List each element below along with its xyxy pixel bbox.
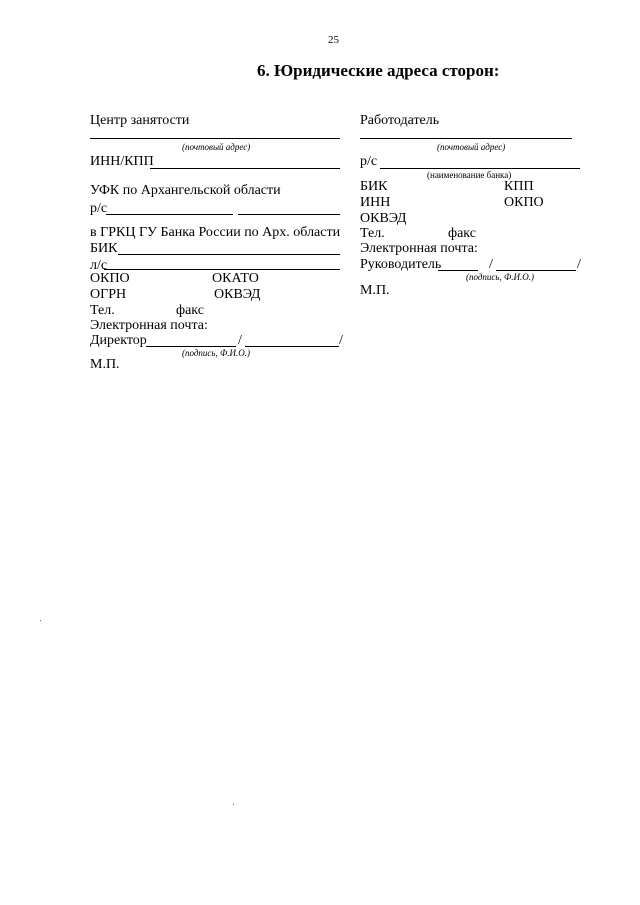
right-bank-caption: (наименование банка) [427,170,512,180]
right-bik-label: БИК [360,179,388,194]
left-director-slash-end: / [339,333,343,348]
left-ufk-label: УФК по Архангельской области [90,183,281,198]
left-inn-kpp-line [150,168,340,169]
left-inn-kpp-label: ИНН/КПП [90,154,154,169]
scan-speck [40,620,41,621]
left-bik-label: БИК [90,241,118,256]
left-director-slash: / [238,333,242,348]
left-rs-line-1 [106,214,233,215]
right-mp-label: М.П. [360,283,390,298]
left-ls-line [104,269,340,270]
right-head-slash: / [489,257,493,272]
right-head-sign-line [438,270,478,271]
section-title: 6. Юридические адреса сторон: [257,61,500,80]
right-rs-line [380,168,580,169]
left-sign-caption: (подпись, Ф.И.О.) [182,348,251,358]
right-head-label: Руководитель [360,257,442,272]
left-okved-label: ОКВЭД [214,287,261,302]
left-heading: Центр занятости [90,113,190,128]
right-kpp-label: КПП [504,179,534,194]
left-okato-label: ОКАТО [212,271,259,286]
right-inn-label: ИНН [360,195,391,210]
right-head-name-line [496,270,576,271]
left-director-name-line [245,346,339,347]
right-rs-label: р/с [360,154,378,169]
right-postal-address-line [360,138,572,139]
left-tel-label: Тел. [90,303,115,318]
left-fax-label: факс [176,303,204,318]
left-bik-line [118,254,340,255]
left-email-label: Электронная почта: [90,318,208,333]
left-postal-caption: (почтовый адрес) [182,142,251,152]
right-okved-label: ОКВЭД [360,211,407,226]
right-okpo-label: ОКПО [504,195,544,210]
left-rs-label: р/с [90,201,108,216]
scan-speck [233,804,234,805]
left-ogrn-label: ОГРН [90,287,127,302]
left-okpo-label: ОКПО [90,271,130,286]
left-ls-label: л/с [90,258,108,273]
right-fax-label: факс [448,226,476,241]
left-mp-label: М.П. [90,357,120,372]
left-grkc-label: в ГРКЦ ГУ Банка России по Арх. области [90,225,341,240]
right-tel-label: Тел. [360,226,385,241]
page-number: 25 [328,34,339,46]
left-postal-address-line [90,138,340,139]
right-sign-caption: (подпись, Ф.И.О.) [466,272,535,282]
left-director-sign-line [146,346,236,347]
right-head-slash-end: / [577,257,581,272]
right-email-label: Электронная почта: [360,241,478,256]
left-director-label: Директор [90,333,147,348]
left-rs-line-2 [238,214,340,215]
right-postal-caption: (почтовый адрес) [437,142,506,152]
right-heading: Работодатель [360,113,440,128]
